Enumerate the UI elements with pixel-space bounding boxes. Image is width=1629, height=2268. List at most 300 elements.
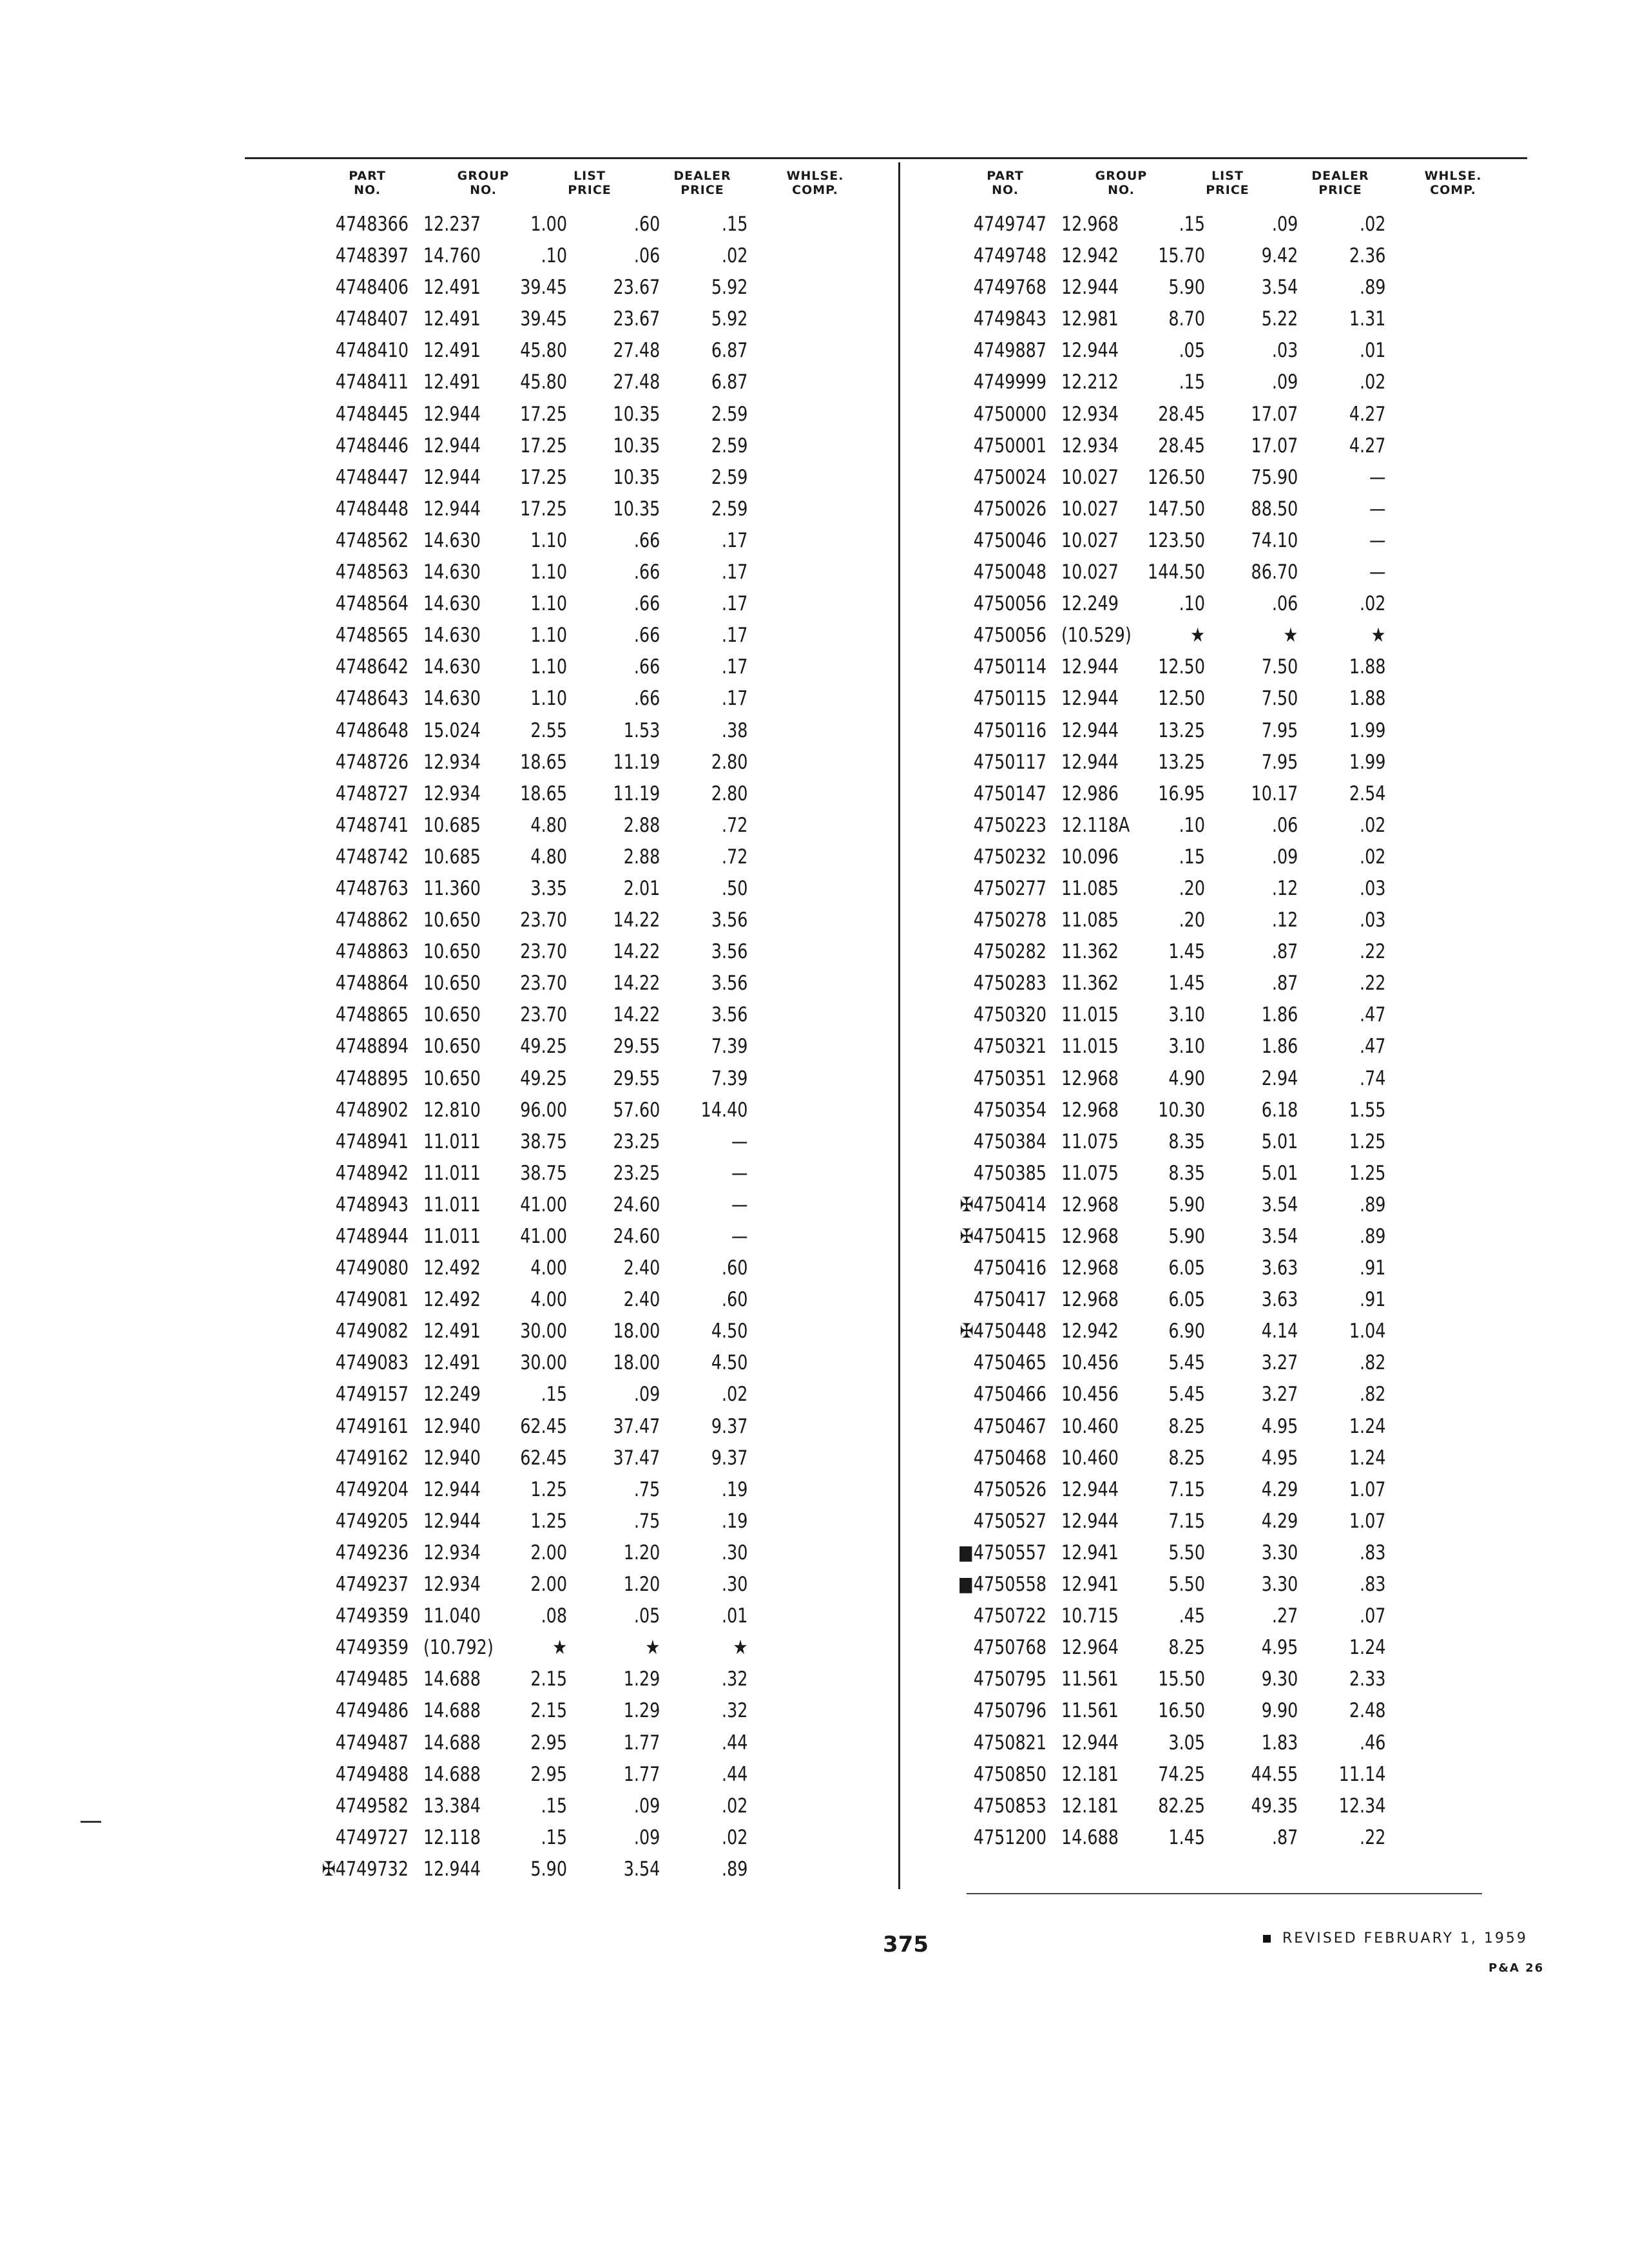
table-row	[941, 873, 1508, 905]
cell-group: 12.942	[1061, 244, 1119, 268]
cell-dealer: .06	[1271, 813, 1298, 837]
cell-part: 4748448	[335, 497, 409, 521]
cell-dealer: 27.48	[613, 370, 660, 394]
cell-part: 4750046	[973, 528, 1046, 552]
cell-dealer: 3.30	[1261, 1573, 1298, 1597]
cell-part: 4749081	[335, 1288, 409, 1312]
cell-list: 62.45	[520, 1446, 567, 1470]
cell-part: 4750223	[973, 813, 1046, 837]
cell-whlse: 1.88	[1349, 687, 1386, 711]
cell-whlse: .19	[722, 1509, 748, 1533]
cell-list: 4.90	[1168, 1066, 1205, 1090]
cell-whlse: .22	[1360, 940, 1386, 964]
table-row	[303, 430, 870, 462]
cell-group: 10.715	[1061, 1604, 1119, 1628]
cell-group: 10.027	[1061, 497, 1119, 521]
cell-dealer: .75	[633, 1477, 660, 1501]
table-row	[941, 810, 1508, 841]
cell-whlse: .30	[722, 1541, 748, 1564]
cell-list: ★	[1190, 624, 1205, 648]
cell-whlse: .17	[722, 561, 748, 584]
cell-whlse: .60	[722, 1288, 748, 1312]
cell-part: 4750115	[973, 687, 1046, 711]
cell-dealer: 7.95	[1261, 718, 1298, 742]
cell-part: 4748446	[335, 434, 409, 457]
cell-whlse: .07	[1360, 1604, 1386, 1628]
table-row	[303, 1316, 870, 1347]
cell-whlse: 9.37	[711, 1414, 748, 1438]
cell-group: 12.491	[423, 1351, 481, 1375]
table-row	[941, 968, 1508, 999]
table-row	[303, 1063, 870, 1095]
cell-list: 1.25	[530, 1477, 567, 1501]
cell-group: 12.118	[423, 1825, 481, 1849]
table-row	[941, 557, 1508, 588]
header-dealer-price: DEALER PRICE	[1311, 169, 1369, 197]
cell-group: 10.650	[423, 1066, 481, 1090]
table-row	[303, 841, 870, 873]
cell-list: 39.45	[520, 307, 567, 331]
cell-part: 4750048	[973, 561, 1046, 584]
cell-whlse: 1.04	[1349, 1320, 1386, 1343]
cell-dealer: .66	[633, 561, 660, 584]
table-row	[303, 557, 870, 588]
table-row	[303, 1791, 870, 1822]
table-row	[941, 1474, 1508, 1506]
cell-list: 39.45	[520, 276, 567, 300]
cell-group: 14.688	[423, 1667, 481, 1691]
cell-part: 4749488	[335, 1762, 409, 1786]
cell-dealer: 29.55	[613, 1035, 660, 1059]
cell-whlse: .02	[722, 1794, 748, 1818]
cell-whlse: .02	[1360, 592, 1386, 616]
table-row	[941, 1600, 1508, 1632]
cell-list: 18.65	[520, 782, 567, 805]
cell-group: 14.630	[423, 528, 481, 552]
cell-whlse: 2.48	[1349, 1699, 1386, 1723]
cell-list: 23.70	[520, 940, 567, 964]
table-row	[941, 1537, 1508, 1569]
cell-whlse: 1.07	[1349, 1477, 1386, 1501]
cell-whlse: .89	[722, 1857, 748, 1881]
table-row	[941, 1347, 1508, 1379]
cell-group: 12.181	[1061, 1762, 1119, 1786]
cell-list: 30.00	[520, 1351, 567, 1375]
cell-part: 4748865	[335, 1003, 409, 1027]
cell-list: 12.50	[1158, 655, 1205, 679]
cell-list: 8.35	[1168, 1129, 1205, 1153]
cell-whlse: 1.24	[1349, 1446, 1386, 1470]
table-row	[303, 1189, 870, 1221]
cell-group: 12.940	[423, 1414, 481, 1438]
cell-group: 10.650	[423, 1035, 481, 1059]
cell-group: 11.362	[1061, 972, 1119, 995]
cell-whlse: .30	[722, 1573, 748, 1597]
cell-dealer: 6.18	[1261, 1098, 1298, 1122]
cell-part: 4749359	[335, 1636, 409, 1660]
cell-group: 12.941	[1061, 1541, 1119, 1564]
cell-group: 11.011	[423, 1161, 481, 1185]
cell-part: 4749236	[335, 1541, 409, 1564]
cell-dealer: 2.40	[623, 1288, 660, 1312]
table-row	[941, 1822, 1508, 1854]
cell-dealer: 10.35	[613, 402, 660, 426]
cell-dealer: 1.77	[623, 1731, 660, 1754]
cell-dealer: 3.63	[1261, 1256, 1298, 1280]
cell-whlse: .50	[722, 876, 748, 900]
cell-group: 12.491	[423, 307, 481, 331]
table-row	[941, 1506, 1508, 1537]
cell-group: 12.968	[1061, 1193, 1119, 1216]
cell-whlse: .17	[722, 528, 748, 552]
cell-group: 12.944	[1061, 1509, 1119, 1533]
cell-whlse: 3.56	[711, 972, 748, 995]
cell-dealer: 2.94	[1261, 1066, 1298, 1090]
cell-part: 4749843	[973, 307, 1046, 331]
cell-whlse: —	[731, 1129, 748, 1153]
cell-dealer: 1.53	[623, 718, 660, 742]
cell-list: .15	[541, 1794, 567, 1818]
cell-group: 10.460	[1061, 1414, 1119, 1438]
cell-list: 4.80	[530, 845, 567, 869]
cell-list: 38.75	[520, 1161, 567, 1185]
table-row	[303, 462, 870, 494]
cell-list: 3.35	[530, 876, 567, 900]
header-list-price: LIST PRICE	[568, 169, 612, 197]
cell-part: ✠4750415	[959, 1225, 1046, 1248]
cell-group: 14.630	[423, 592, 481, 616]
cell-whlse: 7.39	[711, 1066, 748, 1090]
cell-group: 12.944	[1061, 687, 1119, 711]
cell-group: 12.491	[423, 276, 481, 300]
column-divider	[898, 162, 900, 1889]
cell-dealer: .87	[1271, 940, 1298, 964]
cell-group: (10.529)	[1061, 624, 1132, 648]
header-whlse-comp: WHLSE. COMP.	[786, 169, 844, 197]
cell-group: 12.181	[1061, 1794, 1119, 1818]
cell-list: 8.25	[1168, 1414, 1205, 1438]
cell-whlse: —	[731, 1161, 748, 1185]
cell-part: 4748563	[335, 561, 409, 584]
cell-list: 3.05	[1168, 1731, 1205, 1754]
table-row	[941, 841, 1508, 873]
table-row	[941, 1031, 1508, 1062]
cell-group: 12.942	[1061, 1320, 1119, 1343]
cell-dealer: .12	[1271, 908, 1298, 932]
cell-dealer: 75.90	[1251, 465, 1298, 489]
left-price-table	[303, 169, 870, 1885]
cell-list: 15.70	[1158, 244, 1205, 268]
cell-part: 4750385	[973, 1161, 1046, 1185]
table-row	[303, 1632, 870, 1664]
cell-dealer: 3.30	[1261, 1541, 1298, 1564]
table-row	[941, 1443, 1508, 1474]
cell-part: 4748447	[335, 465, 409, 489]
table-row	[941, 1632, 1508, 1664]
cell-dealer: 4.14	[1261, 1320, 1298, 1343]
cell-whlse: .17	[722, 592, 748, 616]
cell-dealer: .66	[633, 592, 660, 616]
table-row	[303, 999, 870, 1031]
cell-group: 12.944	[1061, 1477, 1119, 1501]
cell-dealer: .75	[633, 1509, 660, 1533]
cell-whlse: .03	[1360, 908, 1386, 932]
cell-dealer: 11.19	[613, 750, 660, 774]
cell-dealer: .03	[1271, 339, 1298, 363]
cell-part: 4749582	[335, 1794, 409, 1818]
cell-dealer: ★	[645, 1636, 660, 1660]
cell-list: 13.25	[1158, 750, 1205, 774]
cell-list: 17.25	[520, 497, 567, 521]
table-row	[941, 1063, 1508, 1095]
cell-group: 10.650	[423, 1003, 481, 1027]
cell-part: 4749727	[335, 1825, 409, 1849]
cell-dealer: 24.60	[613, 1193, 660, 1216]
cell-list: 5.45	[1168, 1351, 1205, 1375]
header-part-no: PART NO.	[349, 169, 386, 197]
cell-whlse: 2.80	[711, 750, 748, 774]
cell-part: 4750232	[973, 845, 1046, 869]
cell-group: 11.040	[423, 1604, 481, 1628]
table-row	[303, 1347, 870, 1379]
cell-dealer: 3.27	[1261, 1351, 1298, 1375]
table-row	[941, 1379, 1508, 1410]
cell-group: 12.944	[1061, 655, 1119, 679]
cell-whlse: .32	[722, 1667, 748, 1691]
cell-part: 4748410	[335, 339, 409, 363]
cell-dealer: 10.35	[613, 497, 660, 521]
cell-whlse: ★	[733, 1636, 748, 1660]
cell-list: 2.15	[530, 1699, 567, 1723]
cell-dealer: 1.20	[623, 1573, 660, 1597]
cell-whlse: 3.56	[711, 908, 748, 932]
cell-part: 4749157	[335, 1383, 409, 1407]
cell-part: 4749205	[335, 1509, 409, 1533]
cell-whlse: 1.88	[1349, 655, 1386, 679]
table-row	[303, 1759, 870, 1791]
cell-group: 12.810	[423, 1098, 481, 1122]
table-row	[303, 1126, 870, 1158]
cell-dealer: 2.88	[623, 845, 660, 869]
cell-list: .15	[1179, 213, 1205, 236]
cell-part: 4750283	[973, 972, 1046, 995]
cell-list: .15	[1179, 370, 1205, 394]
cell-list: 10.30	[1158, 1098, 1205, 1122]
cell-group: 14.688	[1061, 1825, 1119, 1849]
cell-list: .15	[541, 1825, 567, 1849]
cell-dealer: .09	[1271, 370, 1298, 394]
cell-dealer: 18.00	[613, 1320, 660, 1343]
cell-dealer: 4.95	[1261, 1636, 1298, 1660]
header-group-no: GROUP NO.	[1095, 169, 1148, 197]
cell-part: 4750821	[973, 1731, 1046, 1754]
cell-group: 12.944	[423, 465, 481, 489]
cell-list: 1.10	[530, 687, 567, 711]
cell-dealer: 23.67	[613, 276, 660, 300]
cell-group: 12.492	[423, 1256, 481, 1280]
cell-list: 1.10	[530, 592, 567, 616]
cell-group: 10.685	[423, 845, 481, 869]
cell-whlse: 1.24	[1349, 1636, 1386, 1660]
cell-whlse: .44	[722, 1762, 748, 1786]
cell-dealer: 14.22	[613, 940, 660, 964]
cell-list: 2.95	[530, 1762, 567, 1786]
table-row	[303, 399, 870, 430]
header-whlse-comp: WHLSE. COMP.	[1424, 169, 1482, 197]
table-row	[303, 1822, 870, 1854]
cell-whlse: .03	[1360, 876, 1386, 900]
cell-group: 12.981	[1061, 307, 1119, 331]
cell-group: 14.688	[423, 1731, 481, 1754]
cell-whlse: .44	[722, 1731, 748, 1754]
cell-group: 12.491	[423, 370, 481, 394]
table-row	[303, 651, 870, 683]
cell-group: 12.944	[423, 402, 481, 426]
cell-dealer: 1.20	[623, 1541, 660, 1564]
revision-square-icon	[1263, 1935, 1271, 1943]
cell-list: 1.45	[1168, 972, 1205, 995]
cell-whlse: .91	[1360, 1288, 1386, 1312]
table-row	[303, 1537, 870, 1569]
cell-part: 4748742	[335, 845, 409, 869]
table-row	[303, 1727, 870, 1759]
cell-group: 10.650	[423, 972, 481, 995]
cell-group: 11.011	[423, 1193, 481, 1216]
cell-list: 28.45	[1158, 434, 1205, 457]
cell-group: 11.360	[423, 876, 481, 900]
cell-list: .15	[541, 1383, 567, 1407]
cell-whlse: 9.37	[711, 1446, 748, 1470]
cell-list: .10	[541, 244, 567, 268]
cell-list: 1.10	[530, 655, 567, 679]
table-row	[303, 936, 870, 968]
cell-list: 17.25	[520, 402, 567, 426]
cell-list: 5.50	[1168, 1541, 1205, 1564]
cell-list: 4.00	[530, 1288, 567, 1312]
table-row	[303, 209, 870, 240]
table-row	[303, 303, 870, 335]
cell-whlse: 4.50	[711, 1351, 748, 1375]
left-table-rows	[303, 209, 870, 1885]
cell-whlse: 1.99	[1349, 718, 1386, 742]
cell-group: 14.760	[423, 244, 481, 268]
cell-list: .20	[1179, 908, 1205, 932]
table-row	[303, 1695, 870, 1727]
cell-dealer: 11.19	[613, 782, 660, 805]
cell-group: 11.561	[1061, 1699, 1119, 1723]
table-row	[941, 1284, 1508, 1316]
cell-whlse: 4.27	[1349, 434, 1386, 457]
cell-whlse: .47	[1360, 1003, 1386, 1027]
cell-part: 4750024	[973, 465, 1046, 489]
table-row	[941, 620, 1508, 651]
cell-part: 4749083	[335, 1351, 409, 1375]
cell-part: 4750722	[973, 1604, 1046, 1628]
table-row	[941, 747, 1508, 778]
cell-whlse: 2.80	[711, 782, 748, 805]
cell-whlse: .02	[1360, 213, 1386, 236]
cell-group: 12.118A	[1061, 813, 1130, 837]
cell-whlse: 6.87	[711, 370, 748, 394]
cell-dealer: 23.67	[613, 307, 660, 331]
table-row	[941, 905, 1508, 936]
cell-list: 8.35	[1168, 1161, 1205, 1185]
table-row	[941, 1695, 1508, 1727]
cell-dealer: .66	[633, 687, 660, 711]
cell-dealer: 3.54	[1261, 276, 1298, 300]
cell-part: 4750354	[973, 1098, 1046, 1122]
cell-part: 4750056	[973, 624, 1046, 648]
cell-group: 10.650	[423, 908, 481, 932]
cell-part: 4750278	[973, 908, 1046, 932]
table-row	[303, 715, 870, 747]
cell-part: 4748564	[335, 592, 409, 616]
cell-list: ★	[552, 1636, 567, 1660]
cell-list: 38.75	[520, 1129, 567, 1153]
cell-list: 126.50	[1148, 465, 1205, 489]
table-row	[303, 1443, 870, 1474]
cell-list: 1.10	[530, 528, 567, 552]
cell-part: 4750853	[973, 1794, 1046, 1818]
cell-list: 5.90	[1168, 276, 1205, 300]
cell-part: 4749485	[335, 1667, 409, 1691]
table-row	[303, 905, 870, 936]
cell-group: 10.685	[423, 813, 481, 837]
table-row	[941, 999, 1508, 1031]
cell-whlse: .38	[722, 718, 748, 742]
document-code: P&A 26	[1489, 1961, 1545, 1975]
table-row	[941, 1759, 1508, 1791]
cell-list: 23.70	[520, 1003, 567, 1027]
cell-part: 4749487	[335, 1731, 409, 1754]
right-price-table	[941, 169, 1495, 1854]
cell-dealer: 17.07	[1251, 434, 1298, 457]
cell-dealer: 4.29	[1261, 1477, 1298, 1501]
revision-text: REVISED FEBRUARY 1, 1959	[1282, 1930, 1528, 1946]
table-row	[941, 430, 1508, 462]
cell-whlse: .17	[722, 655, 748, 679]
cell-whlse: 2.36	[1349, 244, 1386, 268]
cell-dealer: 5.01	[1261, 1161, 1298, 1185]
cell-group: 12.491	[423, 339, 481, 363]
cell-list: 2.00	[530, 1541, 567, 1564]
cell-group: 11.075	[1061, 1129, 1119, 1153]
cell-group: 11.015	[1061, 1003, 1119, 1027]
cell-list: 6.90	[1168, 1320, 1205, 1343]
cell-part: 4748863	[335, 940, 409, 964]
cell-whlse: 1.25	[1349, 1161, 1386, 1185]
cell-group: 10.027	[1061, 528, 1119, 552]
revision-note	[1263, 1930, 1528, 1946]
cell-dealer: 14.22	[613, 1003, 660, 1027]
table-row	[303, 1379, 870, 1410]
cell-dealer: 37.47	[613, 1414, 660, 1438]
cell-group: (10.792)	[423, 1636, 494, 1660]
table-row	[303, 1095, 870, 1126]
table-row	[303, 1664, 870, 1695]
table-row	[941, 1791, 1508, 1822]
cell-dealer: 10.35	[613, 465, 660, 489]
cell-group: 14.630	[423, 687, 481, 711]
table-row	[941, 1727, 1508, 1759]
cell-part: 4750416	[973, 1256, 1046, 1280]
cell-dealer: 10.35	[613, 434, 660, 457]
cell-dealer: 37.47	[613, 1446, 660, 1470]
table-row	[303, 873, 870, 905]
cell-list: 1.00	[530, 213, 567, 236]
cell-group: 12.934	[423, 750, 481, 774]
cell-whlse: .02	[1360, 370, 1386, 394]
